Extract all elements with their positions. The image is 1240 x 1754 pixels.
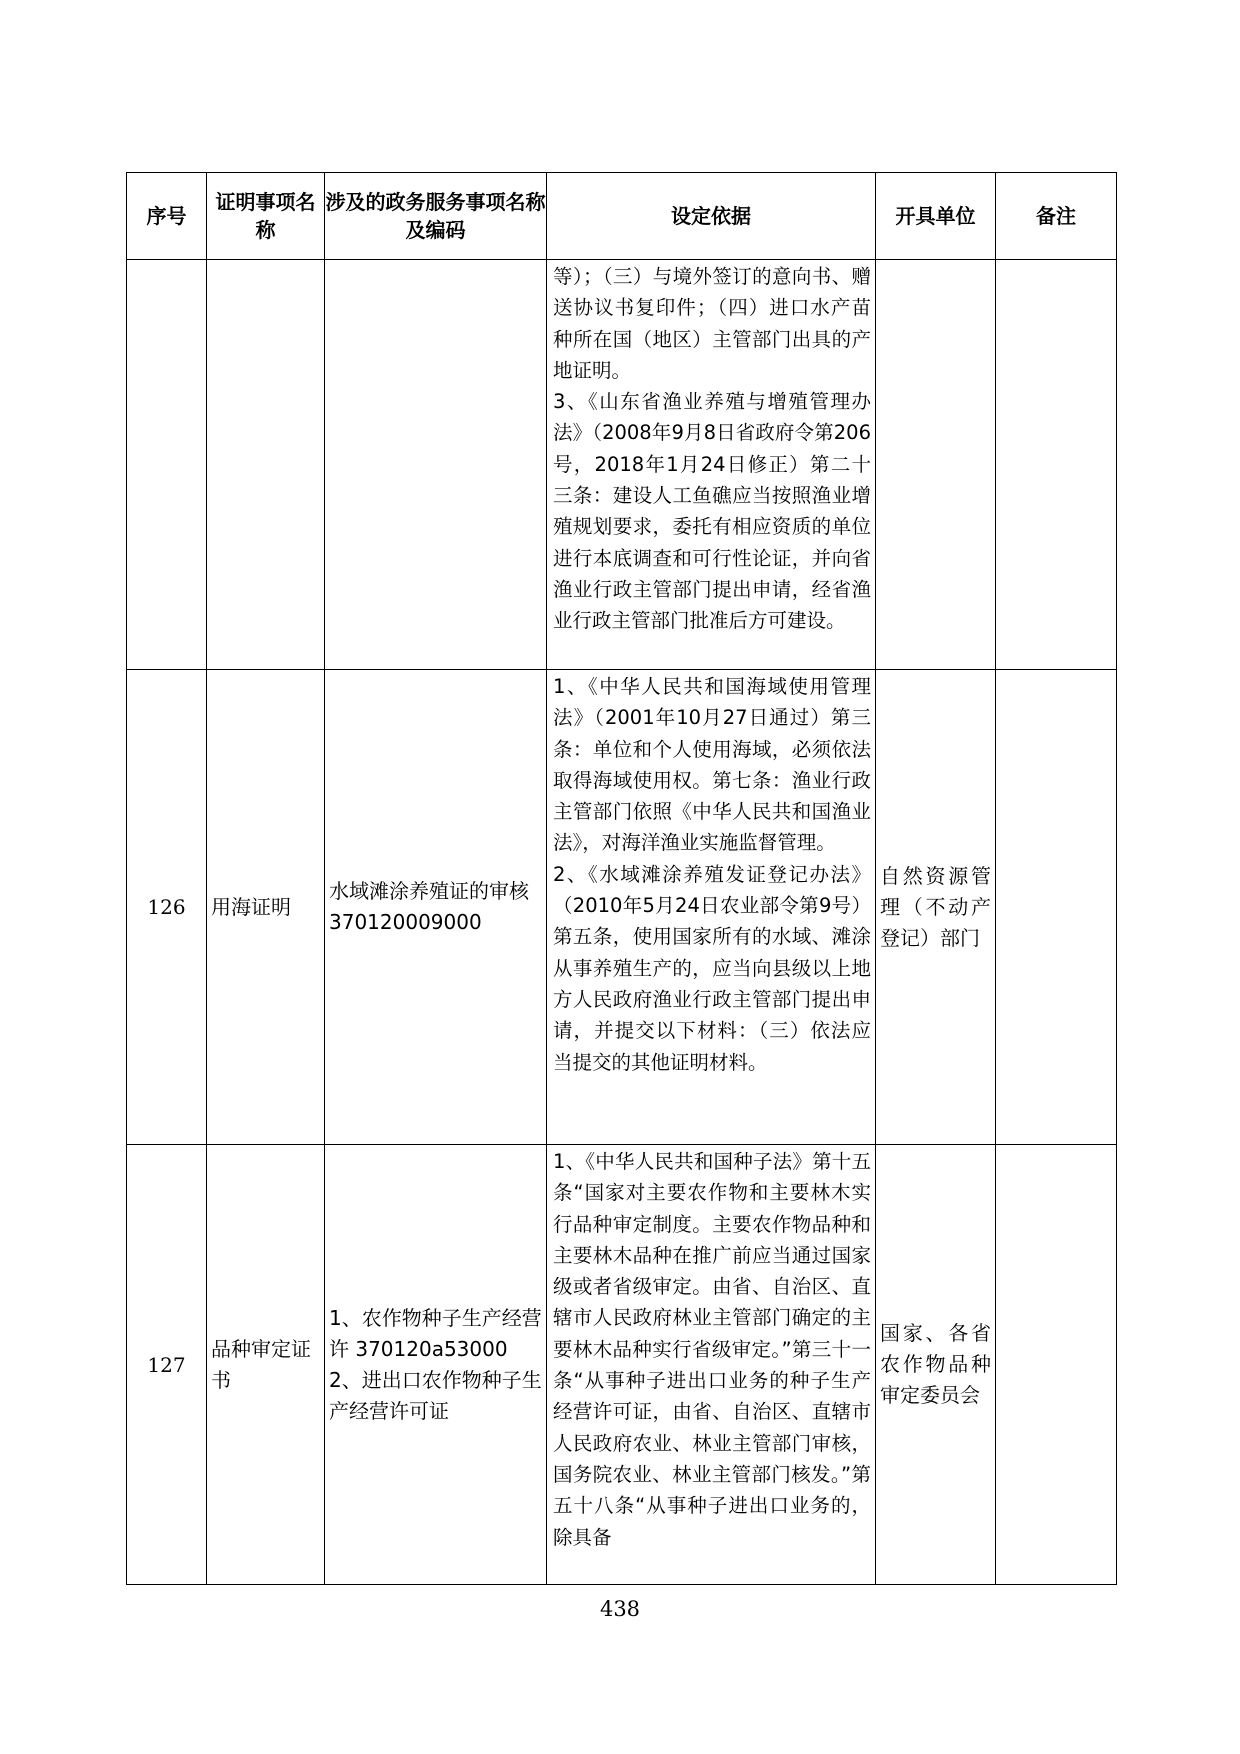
basis-cell: 1、《中华人民共和国种子法》第十五条“国家对主要农作物和主要林木实行品种审定制度。主要农作物品种和主要林木品种在推广前应当通过国家级或者省级审定。由省、自治区、直辖市人民政府林业主管部门确定的主要林木品种实行省级审定。”第三十一条“从事种子进出口业务的种子生产经营许可证，由省、自治区、直辖市人民政府农业、林业主管部门审核，国务院农业、林业主管部门核发。”第五十八条“从事种子进出口业务的，除具备 [547, 1145, 876, 1585]
unit-cell: 自然资源管理（不动产登记）部门 [876, 670, 996, 1145]
service-cell [325, 260, 547, 670]
header-legal-basis: 设定依据 [547, 173, 876, 260]
table-row [127, 670, 1117, 1145]
remark-cell [996, 260, 1117, 670]
table-row [127, 1145, 1117, 1585]
remark-cell [996, 1145, 1117, 1585]
table-header-row [127, 173, 1117, 260]
item-cell: 品种审定证书 [207, 1145, 325, 1585]
service-cell: 水域滩涂养殖证的审核 370120009000 [325, 670, 547, 1145]
item-cell [207, 260, 325, 670]
header-serial: 序号 [127, 173, 207, 260]
page-number: 438 [599, 1597, 641, 1621]
basis-cell: 等）；（三）与境外签订的意向书、赠送协议书复印件；（四）进口水产苗种所在国（地区）主管部门出具的产地证明。 3、《山东省渔业养殖与增殖管理办法》（2008年9月8日省政府令第206号，2018年1月24日修正）第二十三条：建设人工鱼礁应当按照渔业增殖规划要求，委托有相应资质的单位进行本底调查和可行性论证，并向省渔业行政主管部门提出申请，经省渔业行政主管部门批准后方可建设。 [547, 260, 876, 670]
remark-cell [996, 670, 1117, 1145]
table-row [127, 260, 1117, 670]
serial-cell: 127 [127, 1145, 207, 1585]
serial-cell: 126 [127, 670, 207, 1145]
header-remark: 备注 [996, 173, 1117, 260]
serial-cell [127, 260, 207, 670]
basis-cell: 1、《中华人民共和国海域使用管理法》（2001年10月27日通过）第三条：单位和个人使用海域，必须依法取得海域使用权。第七条：渔业行政主管部门依照《中华人民共和国渔业法》，对海洋渔业实施监督管理。 2、《水域滩涂养殖发证登记办法》（2010年5月24日农业部令第9号）第五条，使用国家所有的水域、滩涂从事养殖生产的，应当向县级以上地方人民政府渔业行政主管部门提出申请，并提交以下材料：（三）依法应当提交的其他证明材料。 [547, 670, 876, 1145]
item-cell: 用海证明 [207, 670, 325, 1145]
service-cell: 1、农作物种子生产经营许 370120a53000 2、进出口农作物种子生产经营许可证 [325, 1145, 547, 1585]
unit-cell: 国家、各省农作物品种审定委员会 [876, 1145, 996, 1585]
unit-cell [876, 260, 996, 670]
header-issuing-unit: 开具单位 [876, 173, 996, 260]
certificate-table [126, 172, 1117, 1585]
header-item-name: 证明事项名称 [207, 173, 325, 260]
header-service-name: 涉及的政务服务事项名称及编码 [325, 173, 547, 260]
